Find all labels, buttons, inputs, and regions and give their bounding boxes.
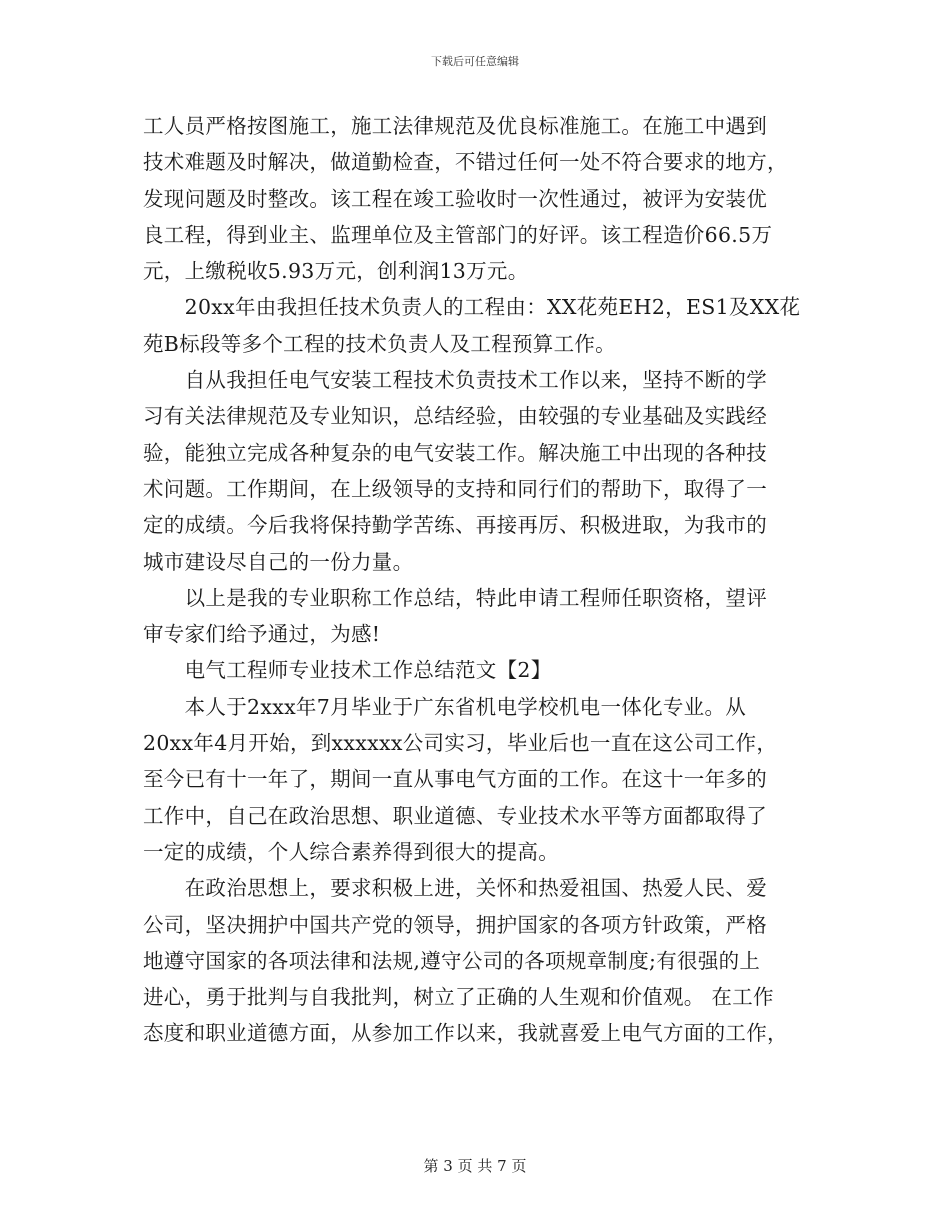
text-line: 20xx年由我担任技术负责人的工程由：XX花苑EH2，ES1及XX花 — [143, 295, 801, 320]
text-line: 在政治思想上，要求积极上进，关怀和热爱祖国、热爱人民、爱 — [143, 876, 767, 901]
paragraph — [143, 108, 807, 289]
section-heading — [143, 652, 807, 688]
text-line: 验，能独立完成各种复杂的电气安装工作。解决施工中出现的各种技 — [143, 440, 767, 465]
text-line: 公司，坚决拥护中国共产党的领导，拥护国家的各项方针政策，严格 — [143, 912, 767, 937]
text-line: 工作中，自己在政治思想、职业道德、专业技术水平等方面都取得了 — [143, 803, 767, 828]
text-line: 术问题。工作期间，在上级领导的支持和同行们的帮助下，取得了一 — [143, 476, 767, 501]
text-line: 本人于2xxx年7月毕业于广东省机电学校机电一体化专业。从 — [143, 694, 747, 719]
text-line: 发现问题及时整改。该工程在竣工验收时一次性通过，被评为安装优 — [143, 186, 767, 211]
text-line: 良工程，得到业主、监理单位及主管部门的好评。该工程造价66.5万 — [143, 222, 773, 247]
paragraph — [143, 362, 807, 580]
text-line: 技术难题及时解决，做道勤检查，不错过任何一处不符合要求的地方， — [143, 150, 788, 175]
text-line: 城市建设尽自己的一份力量。 — [143, 549, 414, 574]
text-line: 至今已有十一年了，期间一直从事电气方面的工作。在这十一年多的 — [143, 767, 767, 792]
paragraph — [143, 870, 807, 1051]
text-line: 元，上缴税收5.93万元，创利润13万元。 — [143, 259, 529, 284]
text-line: 审专家们给予通过，为感! — [143, 622, 381, 647]
page-header: 下载后可任意编辑 — [431, 55, 519, 68]
text-line: 工人员严格按图施工，施工法律规范及优良标准施工。在施工中遇到 — [143, 114, 767, 138]
text-line: 定的成绩。今后我将保持勤学苦练、再接再厉、积极进取，为我市的 — [143, 513, 767, 538]
text-line: 20xx年4月开始，到xxxxxx公司实习，毕业后也一直在这公司工作， — [143, 731, 778, 756]
text-line: 电气工程师专业技术工作总结范文【2】 — [143, 658, 552, 683]
paragraph — [143, 689, 807, 870]
paragraph — [143, 580, 807, 653]
text-line: 苑B标段等多个工程的技术负责人及工程预算工作。 — [143, 331, 616, 356]
text-line: 自从我担任电气安装工程技术负责技术工作以来，坚持不断的学 — [143, 368, 767, 393]
document-body — [143, 108, 807, 1052]
text-line: 态度和职业道德方面，从参加工作以来，我就喜爱上电气方面的工作， — [143, 1021, 788, 1046]
text-line: 以上是我的专业职称工作总结，特此申请工程师任职资格，望评 — [143, 585, 767, 610]
text-line: 地遵守国家的各项法律和法规,遵守公司的各项规章制度;有很强的上 — [143, 948, 761, 973]
text-line: 习有关法律规范及专业知识，总结经验，由较强的专业基础及实践经 — [143, 404, 767, 429]
text-line: 一定的成绩，个人综合素养得到很大的提高。 — [143, 839, 559, 864]
page-number: 第 3 页 共 7 页 — [423, 1157, 527, 1175]
text-line: 进心，勇于批判与自我批判，树立了正确的人生观和价值观。 在工作 — [143, 985, 774, 1010]
paragraph — [143, 289, 807, 362]
